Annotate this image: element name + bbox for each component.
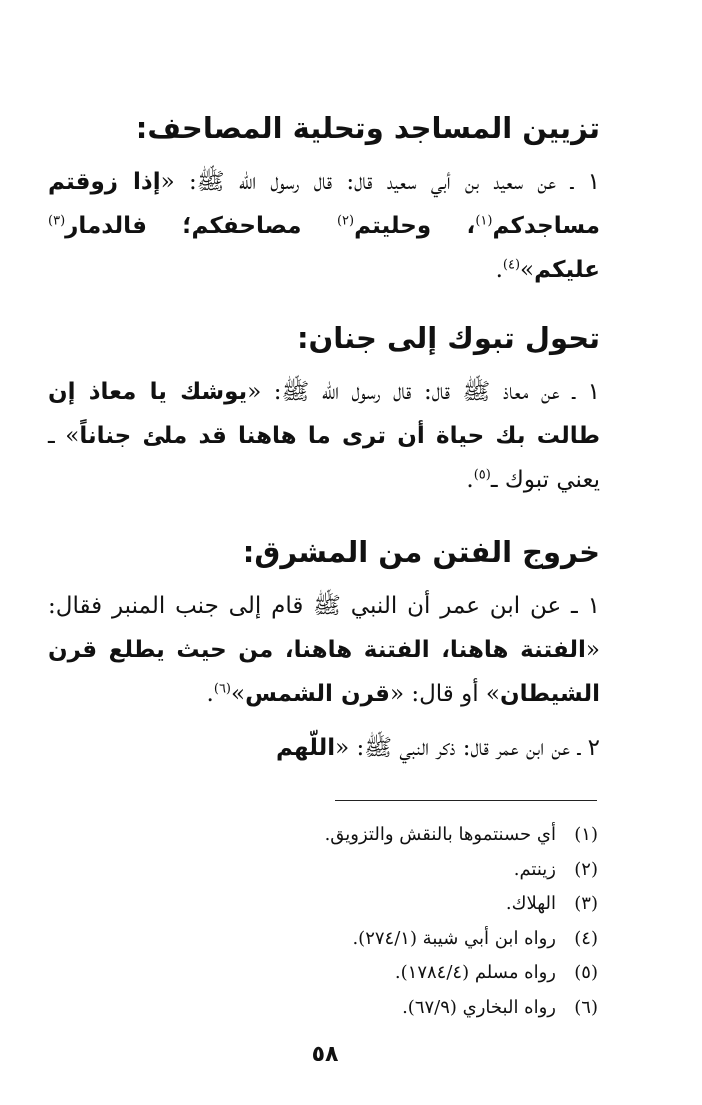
footnote-text: الهلاك. xyxy=(505,893,556,914)
hadith-mid: » أو قال: « xyxy=(389,681,500,707)
sentence-end: . xyxy=(466,467,474,493)
footnote-item xyxy=(200,853,598,888)
hadith-tail: » ـ يعني تبوك ـ xyxy=(48,423,600,493)
quote-close: » xyxy=(520,257,535,283)
footnote-number: (٢) xyxy=(574,858,598,880)
footnote-number: (٣) xyxy=(574,893,598,914)
page-body xyxy=(48,100,600,770)
footnote-ref-4[interactable]: (٤) xyxy=(502,257,521,273)
sentence-end: . xyxy=(495,257,503,283)
footnote-ref-1[interactable]: (١) xyxy=(475,213,493,229)
hadith-matn: اللّهم xyxy=(275,735,336,761)
footnote-text: أي حسنتموها بالنقش والتزويق. xyxy=(324,824,556,845)
hadith-matn: ، وحليتم xyxy=(354,213,476,239)
hadith-tabuk xyxy=(48,370,600,502)
hadith-intro: ٢ ـ عن ابن عمر قال: ذكر النبي ﷺ: « xyxy=(335,735,600,761)
hadith-matn: يوشك يا معاذ إن طالت بك حياة أن ترى ما هاهنا قد ملئ جناناً xyxy=(48,379,601,449)
footnotes xyxy=(200,818,598,1025)
section-heading-mosques: تزيين المساجد وتحلية المصاحف: xyxy=(135,111,600,145)
footnote-text: رواه مسلم (١٧٨٤/٤). xyxy=(394,962,556,983)
footnote-text: رواه البخاري (٦٧/٩). xyxy=(402,996,556,1018)
footnote-ref-6[interactable]: (٦) xyxy=(213,681,231,697)
footnote-number: (٦) xyxy=(574,996,598,1018)
hadith-intro: ١ ـ عن ابن عمر أن النبي ﷺ قام إلى جنب المنبر فقال: « xyxy=(48,593,600,663)
footnote-ref-5[interactable]: (٥) xyxy=(473,467,491,483)
hadith-matn: مصاحفكم؛ فالدمار xyxy=(65,213,337,239)
hadith-matn: إذا زوقتم مساجدكم xyxy=(48,169,601,239)
hadith-matn: الفتنة هاهنا، الفتنة هاهنا، من حيث يطلع قرن الشيطان xyxy=(48,637,600,707)
section-heading-fitan: خروج الفتن من المشرق: xyxy=(242,535,600,569)
footnote-number: (٥) xyxy=(574,962,598,983)
hadith-mosques xyxy=(48,160,600,292)
page-number: ٥٨ xyxy=(311,1042,339,1067)
footnote-ref-2[interactable]: (٢) xyxy=(336,213,355,229)
sentence-end: . xyxy=(206,681,214,707)
footnote-text: زينتم. xyxy=(513,858,556,880)
hadith-matn: قرن الشمس xyxy=(245,681,390,707)
quote-close: » xyxy=(231,681,246,707)
footnote-number: (١) xyxy=(574,824,598,845)
footnote-text: رواه ابن أبي شيبة (٢٧٤/١). xyxy=(352,927,556,949)
hadith-intro: ١ ـ عن سعيد بن أبي سعيد قال: قال رسول الله ﷺ: « xyxy=(160,169,600,195)
hadith-fitan-1 xyxy=(48,584,600,716)
hadith-fitan-2 xyxy=(48,726,600,770)
footnote-item xyxy=(200,956,598,991)
footnote-item xyxy=(200,818,598,853)
footnote-ref-3[interactable]: (٣) xyxy=(48,213,66,229)
footnote-number: (٤) xyxy=(574,927,598,949)
footnote-divider xyxy=(335,800,597,801)
footnote-item xyxy=(200,887,598,922)
hadith-matn: عليكم xyxy=(534,257,600,283)
footnote-item xyxy=(200,991,598,1026)
section-heading-tabuk: تحول تبوك إلى جنان: xyxy=(296,321,600,355)
hadith-intro: ١ ـ عن معاذ ﷺ قال: قال رسول الله ﷺ: « xyxy=(247,379,600,405)
footnote-item xyxy=(200,922,598,957)
